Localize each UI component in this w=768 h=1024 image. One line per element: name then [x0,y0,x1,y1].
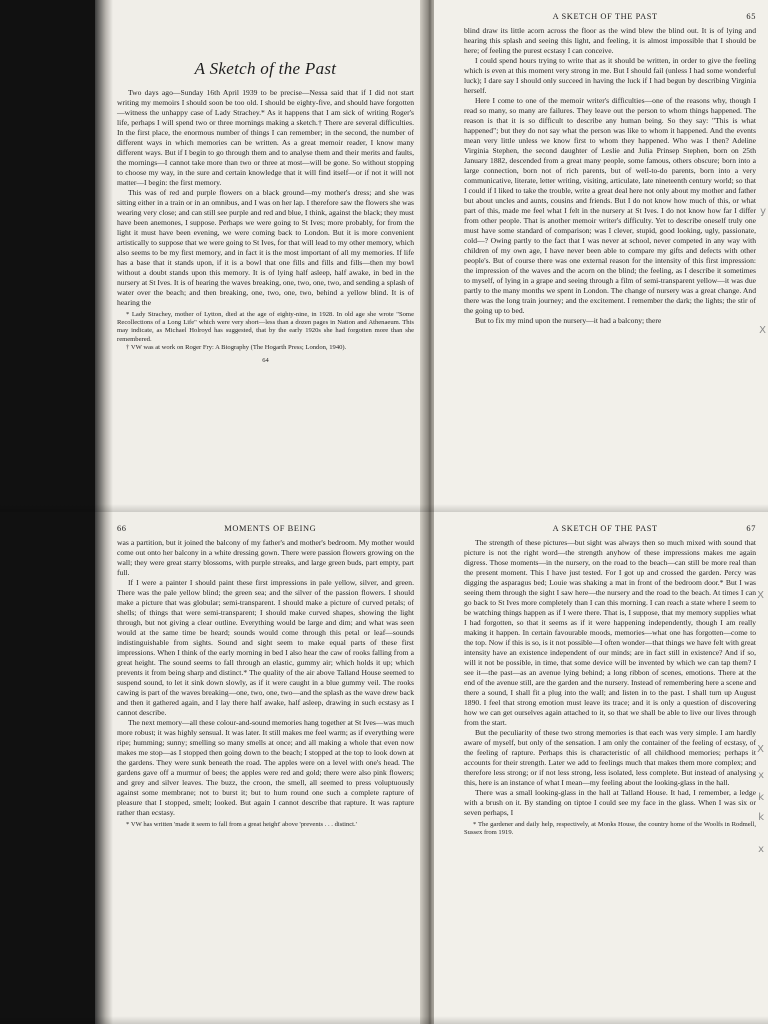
running-head-title: A SKETCH OF THE PAST [552,524,658,533]
footnote: † VW was at work on Roger Fry: A Biography (The Hogarth Press; London, 1940). [126,343,347,351]
paragraph: Here I come to one of the memoir writer's difficulties—one of the reasons why, though I read so many, so many are failures. They leave out the person to whom things happened. The reason is that it is so difficult to describe any human being. So they say: "This is what happened"; but they do not say what the person was like to whom it happened. And the events mean very little unless we know first to whom they happened. Who was I then? Adeline Virginia Stephen, the second daughter of Leslie and Julia Prinsep Stephen, born on 25th January 1882, descended from a great many people, some famous, others obscure; born into a large connection, born not of rich parents, but of well-to-do parents, born into a very communicative, literate, letter writing, visiting, articulate, late nineteenth century world; so that I could if I liked to take the trouble, write a great deal here not only about my mother and father but about uncles and aunts, cousins and friends. But I do not know how much of this, or what part of this, made me feel what I felt in the nursery at St Ives. I do not know how far I differ from other people. That is another memoir writer's difficulty. Yet to describe oneself truly one must have some standard of comparison; was I clever, stupid, good looking, ugly, passionate, cold—? Owing partly to the fact that I was never at school, never competed in any way with children of my own age, I have never been able to compare my gifts and defects with other people's. But of course there was one external reason for the intensity of this first impression: the impression of the waves and the acorn on the blind; the feeling, as I describe it sometimes to myself, of lying in a grape and seeing through a film of semi-transparent yellow—it was due partly to the many months we spent in London. The change of nursery was a great change. And there was the long train journey; and the excitement. I remember the dark; the lights; the stir of the going up to bed. [464,96,756,315]
page-64 [95,0,428,512]
paragraph: There was a small looking-glass in the hall at Talland House. It had, I remember, a ledge with a brush on it. By standing on tiptoe I could see my face in the glass. When I was six or seven perhaps, I [464,788,756,817]
running-head [464,12,756,22]
paragraph: If I were a painter I should paint these first impressions in pale yellow, silver, and green. There was the pale yellow blind; the green sea; and the silver of the passion flowers. I should make a picture that was globular; semi-transparent. I should make a picture of curved petals; of shells; of things that were semi-transparent; I should make curved shapes, showing the light through, but not giving a clear outline. Everything would be large and dim; and what was seen would at the same time be heard; sounds would come through this petal or leaf—sounds indistinguishable from sights. Sound and sight seem to make equal parts of these first impressions. When I think of the early morning in bed I also hear the caw of rooks falling from a great height. The sound seems to fall through an elastic, gummy air; which holds it up; which prevents it from being sharp and distinct.* The quality of the air above Talland House seemed to suspend sound, to let it sink down slowly, as if it were caught in a blue gummy veil. The rooks cawing is part of the waves breaking—one, two, one, two—and the splash as the wave drew back and then it gathered again, and I lay there half awake, half asleep, drawing in such ecstasy as I cannot describe. [117,578,414,717]
page-66-text [117,524,414,1014]
footnotes [117,311,414,352]
paragraph: The strength of these pictures—but sight was always then so much mixed with sound that picture is not the right word—the strength anyhow of these impressions makes me again digress. Those moments—in the nursery, on the road to the beach—can still be more real than the present moment. This I have just tested. For I got up and crossed the garden. Percy was digging the asparagus bed; Louie was shaking a mat in front of the bedroom door.* But I was seeing them through the sight I saw here—the nursery and the road to the beach. At times I can go back to St Ives more completely than I can this morning. I can reach a state where I seem to be watching things happen as if I were there. That is, I suppose, that my memory supplies what I had forgotten, so that it seems as if it were happening independently, though I am really making it happen. In certain favourable moods, memories—what one has forgotten—come to the top. Now if this is so, is it not possible—I often wonder—that things we have felt with great intensity have an existence independent of our minds; are in fact still in existence? And if so, will it not be possible, in time, that some device will be invented by which we can tap them? I see it—the past—as an avenue lying behind; a long ribbon of scenes, emotions. There at the end of the avenue still, are the garden and the nursery. Instead of remembering here a scene and there a sound, I shall fit a plug into the wall; and listen in to the past. I shall turn up August 1890. I feel that strong emotion must leave its trace; and it is only a question of discovering how we can get ourselves again attached to it, so that we shall be able to live our lives through from the start. [464,538,756,727]
margin-annotation: x [758,844,764,855]
page-66 [95,512,428,1024]
chapter-title: A Sketch of the Past [194,59,337,78]
page-67-text [464,524,756,1014]
page-65 [434,0,768,512]
paragraph: But the peculiarity of these two strong memories is that each was very simple. I am hardly aware of myself, but only of the sensation. I am only the container of the feeling of ecstasy, of the feeling of rapture. Perhaps this is characteristic of all childhood memories; perhaps it accounts for their strength. Later we add to feelings much that makes them more complex; and therefore less strong; or if not less strong, less isolated, less complete. But instead of analysing this, here is an instance of what I mean—my feeling about the looking-glass in the hall. [464,728,756,787]
page-edge-shadow [95,512,113,1024]
paragraph: But to fix my mind upon the nursery—it had a balcony; there [475,316,662,325]
margin-annotation: k [758,792,764,803]
paragraph: This was of red and purple flowers on a black ground—my mother's dress; and she was sitting either in a train or in an omnibus, and I was on her lap. I therefore saw the flowers she was wearing very close; and can still see purple and red and blue, I think, against the black; they must have been anemones, I suppose. Perhaps we were going to St Ives; more probably, for from the light it must have been evening, we were coming back to London. But it is more convenient artistically to suppose that we were going to St Ives, for that will lead to my other memory, which also seems to be my first memory, and in fact it is the most important of all my memories. If life has a base that it stands upon, if it is a bowl that one fills and fills and fills—then my bowl without a doubt stands upon this memory. It is of lying half asleep, half awake, in bed in the nursery at St Ives. It is of hearing the waves breaking, one, two, one, two, and sending a splash of water over the beach; and then breaking, one, two, one, two, behind a yellow blind. It is of hearing the [117,188,414,307]
margin-annotation: x [758,770,764,781]
running-head-title: A SKETCH OF THE PAST [552,12,658,21]
bottom-spread [0,512,768,1024]
page-shadow [0,504,768,512]
page-number: 64 [262,357,269,365]
page-edge-shadow [95,0,113,512]
paragraph: Two days ago—Sunday 16th April 1939 to be precise—Nessa said that if I did not start writing my memoirs I should soon be too old. I should be eighty-five, and should have forgotten—witness the unhappy case of Lady Strachey.* As it happens that I am sick of writing Roger's life, perhaps I will spend two or three mornings making a sketch.† There are several difficulties. In the first place, the enormous number of things I can remember; in the second, the number of different ways in which memories can be written. As a great memoir reader, I know many different ways. But if I begin to go through them and to analyse them and their merits and faults, the mornings—I cannot take more than two or three at most—will be gone. So without stopping to choose my way, in the sure and certain knowledge that it will find itself—or if not it will not matter—I begin: the first memory. [117,88,414,187]
paragraph: The next memory—all these colour-and-sound memories hang together at St Ives—was much more robust; it was highly sensual. It was later. It still makes me feel warm; as if everything were ripe; humming; sunny; smelling so many smells at once; and all making a whole that even now makes me stop—as I stopped then going down to the beach; I stopped at the top to look down at the gardens. They were sunk beneath the road. The apples were on a level with one's head. The gardens gave off a murmur of bees; the apples were red and gold; there were also pink flowers; and grey and silver leaves. The buzz, the croon, the smell, all seemed to press voluptuously against some membrane; not to burst it; but to hum round one such a complete rapture of pleasure that I stopped, smelt; looked. But again I cannot describe that rapture. It was rapture rather than ecstasy. [117,718,414,817]
page-67 [434,512,768,1024]
footnote: * Lady Strachey, mother of Lytton, died at the age of eighty-nine, in 1928. In old age she wrote "Some Recollections of a Long Life" which were very short—less than a dozen pages in Nation and Athenaeum. This may indicate, as Michael Holroyd has suggested, that by the early 1920s she had forgotten more than she remembered. [117,311,414,343]
page-65-text [464,12,756,502]
page-64-text [117,12,414,502]
margin-annotation: X [757,590,764,601]
paragraph: blind draw its little acorn across the floor as the wind blew the blind out. It is of lying and hearing this splash and seeing this light, and feeling, it is almost impossible that I should be here; of feeling the purest ecstasy I can conceive. [464,26,756,55]
page-number: 67 [746,524,756,533]
page-shadow [0,1016,768,1024]
margin-annotation: k [758,812,764,823]
margin-annotation: X [759,325,766,336]
footnotes [464,821,756,837]
footnote: * VW has written 'made it seem to fall from a great height' above 'prevents . . . distinct.' [126,821,357,828]
footnote: * The gardener and daily help, respectively, at Monks House, the country home of the Woolfs in Rodmell, Sussex from 1919. [464,821,756,837]
running-head [464,524,756,534]
footnotes [117,821,414,829]
paragraph: I could spend hours trying to write that as it should be written, in order to give the feeling which is even at this moment very strong in me. But I should fail (unless I had some wonderful luck); I dare say I should only succeed in having the luck if I had begun by describing Virginia herself. [464,56,756,95]
running-head-title: MOMENTS OF BEING [224,524,317,533]
page-number: 65 [746,12,756,21]
running-head [117,524,414,534]
margin-annotation: y [760,206,766,217]
page-number: 66 [117,524,127,533]
paragraph: was a partition, but it joined the balcony of my father's and mother's bedroom. My mother would come out onto her balcony in a white dressing gown. There were passion flowers growing on the wall; they were great starry blossoms, with purple streaks, and large green buds, part empty, part full. [117,538,414,577]
margin-annotation: X [757,744,764,755]
